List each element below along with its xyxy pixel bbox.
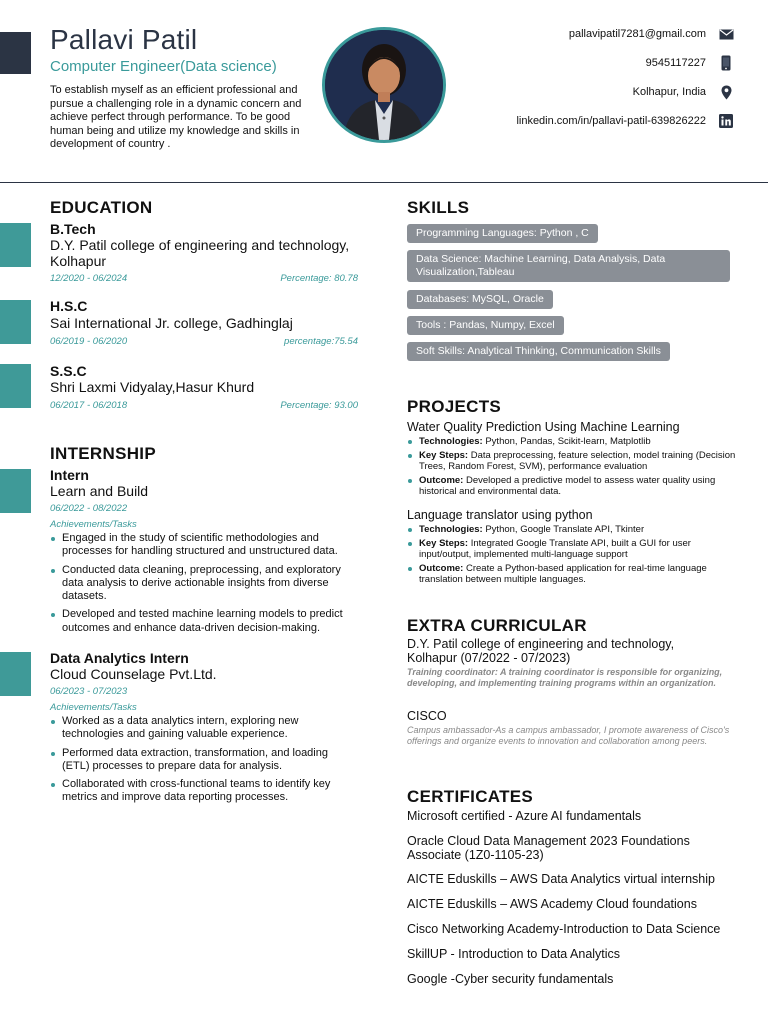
detail-label: Key Steps: [419,538,469,549]
project-details [407,524,737,588]
detail-label: Technologies: [419,524,483,535]
skill-tag: Databases: MySQL, Oracle [407,290,553,309]
edu-score: percentage:75.54 [284,336,358,347]
edu-degree: B.Tech [50,221,96,237]
edu-school: Shri Laxmi Vidyalay,Hasur Khurd [50,379,255,395]
education-marker [0,223,31,267]
intern-task-list [50,532,355,640]
skill-tag: Data Science: Machine Learning, Data Analysis, Data Visualization,Tableau [407,250,730,282]
envelope-icon [718,26,734,42]
intern-tasks-label: Achievements/Tasks [50,702,137,713]
list-item [407,524,737,535]
project-title: Language translator using python [407,508,593,522]
candidate-name: Pallavi Patil [50,24,198,55]
contact-phone[interactable] [646,55,734,71]
linkedin-icon [718,113,734,129]
certificate-item: Oracle Cloud Data Management 2023 Foundations Associate (1Z0-1105-23) [407,834,690,862]
detail-text: Developed a predictive model to assess water quality using historical and environmental data. [419,475,716,497]
certificate-item: Cisco Networking Academy-Introduction to Data Science [407,922,721,936]
contact-location [633,84,734,100]
list-item: Worked as a data analytics intern, exploring new technologies and gaining valuable experience. [50,715,355,742]
internship-marker [0,652,31,696]
intern-tasks-label: Achievements/Tasks [50,519,137,530]
list-item [407,450,737,472]
certificates-heading: CERTIFICATES [407,787,534,806]
intern-company: Learn and Build [50,483,149,499]
edu-dates: 12/2020 - 06/2024 [50,273,128,284]
detail-label: Technologies: [419,436,483,447]
list-item: Performed data extraction, transformation, and loading (ETL) processes to prepare data for analysis. [50,747,355,774]
activity-description: Campus ambassador-As a campus ambassador, I promote awareness of Cisco's offerings and organize events to innovation and collaboration among peers. [407,725,730,746]
skill-tag: Programming Languages: Python , C [407,224,598,243]
edu-score: Percentage: 93.00 [280,400,358,411]
list-item: Conducted data cleaning, preprocessing, and exploratory data analysis to derive actionable insights from diverse datasets. [50,564,355,604]
detail-label: Key Steps: [419,450,469,461]
certificate-item: Google -Cyber security fundamentals [407,972,614,986]
phone-text[interactable]: 9545117227 [645,57,706,69]
projects-heading: PROJECTS [407,397,502,416]
phone-icon [718,55,734,71]
activity-title: CISCO [407,709,447,723]
location-text: Kolhapur, India [632,86,706,98]
certificate-item: AICTE Eduskills – AWS Data Analytics virtual internship [407,872,715,886]
detail-text: Data preprocessing, feature selection, model training (Decision Trees, Random Forest, SVM), performance evaluation [419,450,736,472]
detail-text: Create a Python-based application for real-time language translation between multiple languages. [419,563,707,585]
profile-photo [322,27,446,143]
header-divider [0,182,768,183]
education-marker [0,300,31,344]
project-details [407,436,737,500]
intern-role: Data Analytics Intern [50,650,189,666]
intern-role: Intern [50,467,89,483]
edu-school: Sai International Jr. college, Gadhinglaj [50,315,293,331]
career-objective: To establish myself as an efficient professional and pursue a challenging role in a dynamic concern and achieve perfect through performance. To be good human being and utilize my knowledge and skills in development of country . [50,84,302,150]
edu-degree: H.S.C [50,298,88,314]
edu-school: D.Y. Patil college of engineering and technology, Kolhapur [50,237,350,269]
intern-company: Cloud Counselage Pvt.Ltd. [50,666,217,682]
detail-label: Outcome: [419,563,464,574]
list-item [407,538,737,560]
intern-dates: 06/2023 - 07/2023 [50,686,128,697]
education-marker [0,364,31,408]
detail-text: Python, Google Translate API, Tkinter [482,524,645,535]
education-heading: EDUCATION [50,198,153,217]
list-item [407,475,737,497]
skill-tag: Tools : Pandas, Numpy, Excel [407,316,564,335]
detail-label: Outcome: [419,475,464,486]
activity-description: Training coordinator: A training coordinator is responsible for organizing, developing, and implementing training programs within an organization. [407,667,723,688]
internship-heading: INTERNSHIP [50,444,156,463]
intern-dates: 06/2022 - 08/2022 [50,503,128,514]
profile-photo-illustration [325,30,443,140]
skill-tag: Soft Skills: Analytical Thinking, Communication Skills [407,342,670,361]
detail-text: Python, Pandas, Scikit-learn, Matplotlib [482,436,651,447]
header-accent-bar [0,32,31,74]
intern-task-list [50,715,355,810]
list-item: Developed and tested machine learning models to predict outcomes and enhance data-driven decision-making. [50,608,355,635]
list-item [407,563,737,585]
contact-email[interactable] [569,26,734,42]
email-text[interactable]: pallavipatil7281@gmail.com [568,28,706,40]
list-item: Collaborated with cross-functional teams to identify key metrics and improve data reporting processes. [50,778,355,805]
list-item [407,436,737,447]
certificate-item: Microsoft certified - Azure AI fundamentals [407,809,642,823]
project-title: Water Quality Prediction Using Machine Learning [407,420,680,434]
certificate-item: AICTE Eduskills – AWS Academy Cloud foundations [407,897,697,911]
certificate-item: SkillUP - Introduction to Data Analytics [407,947,621,961]
edu-dates: 06/2017 - 06/2018 [50,400,128,411]
detail-text: Integrated Google Translate API, built a GUI for user input/output, implemented multi-language support [419,538,691,560]
edu-degree: S.S.C [50,363,87,379]
edu-dates: 06/2019 - 06/2020 [50,336,128,347]
list-item: Engaged in the study of scientific methodologies and processes for handling structured and unstructured data. [50,532,355,559]
edu-score: Percentage: 80.78 [280,273,358,284]
contact-linkedin[interactable] [516,113,734,129]
activity-title: D.Y. Patil college of engineering and technology, Kolhapur (07/2022 - 07/2023) [407,637,675,665]
linkedin-text[interactable]: linkedin.com/in/pallavi-patil-639826222 [516,115,706,127]
location-pin-icon [718,84,734,100]
skills-heading: SKILLS [407,198,470,217]
internship-marker [0,469,31,513]
extra-curricular-heading: EXTRA CURRICULAR [407,616,587,635]
candidate-title: Computer Engineer(Data science) [50,58,277,75]
